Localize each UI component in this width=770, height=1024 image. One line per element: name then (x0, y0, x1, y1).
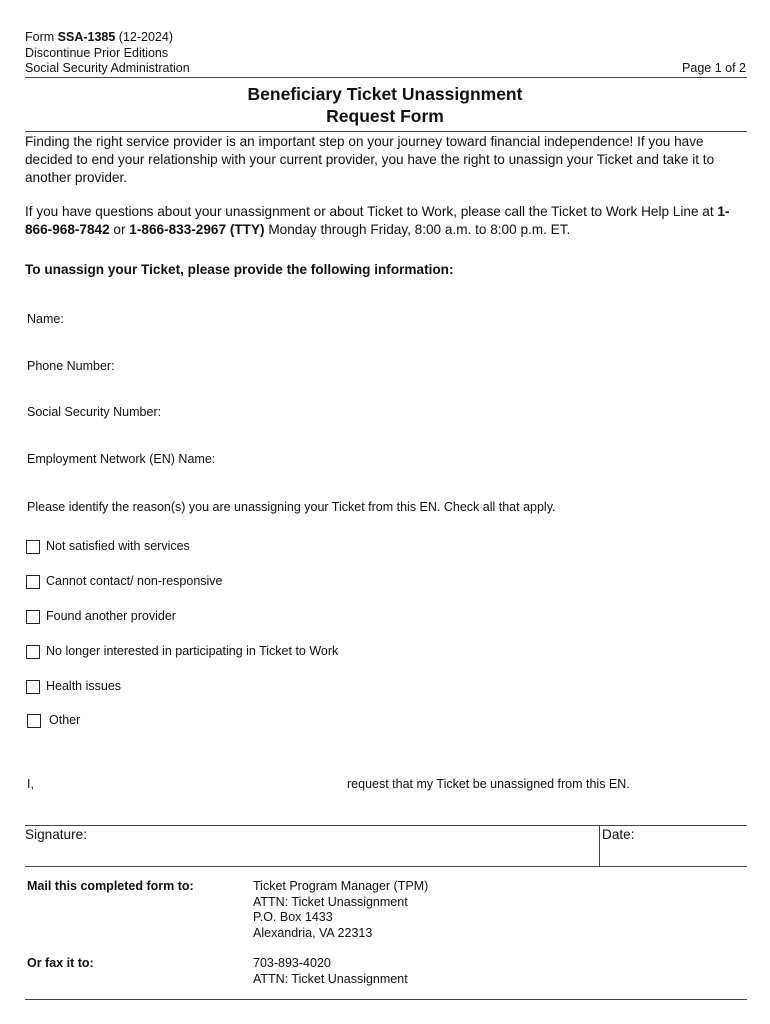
form-number: Form SSA-1385 (12-2024) (25, 30, 174, 44)
mail-label: Mail this completed form to: (27, 879, 194, 893)
en-name-label: Employment Network (EN) Name: (27, 452, 216, 466)
signature-bottom-rule (25, 866, 747, 867)
instruction-heading: To unassign your Ticket, please provide the following information: (25, 262, 454, 277)
signature-field[interactable] (25, 826, 599, 866)
fax-label: Or fax it to: (27, 956, 94, 970)
help-line-phone: 1-866-968-7842 (25, 204, 730, 237)
request-statement: request that my Ticket be unassigned from this EN. (347, 777, 630, 791)
name-label: Name: (27, 312, 64, 326)
date-label: Date: (602, 827, 635, 842)
mail-address: Ticket Program Manager (TPM) ATTN: Ticket Unassignment P.O. Box 1433 Alexandria, VA 22313 (253, 879, 429, 940)
fax-info: 703-893-4020 ATTN: Ticket Unassignment (253, 956, 408, 986)
header-divider (25, 77, 747, 78)
intro-paragraph: Finding the right service provider is an important step on your journey toward financial independence! If you have decided to end your relationship with your current provider, you have the right to unassign your Ticket and take it to another provider. (25, 134, 715, 185)
agency-name: Social Security Administration (25, 61, 190, 75)
signature-label: Signature: (25, 827, 87, 842)
reasons-prompt: Please identify the reason(s) you are unassigning your Ticket from this EN. Check all that apply. (27, 500, 556, 514)
ssn-label: Social Security Number: (27, 405, 162, 419)
help-paragraph: If you have questions about your unassignment or about Ticket to Work, please call the Ticket to Work Help Line at 1-866-968-7842 or 1-866-833-2967 (TTY) Monday through Friday, 8:00 a.m. to 8:00 p.m. ET. (25, 204, 730, 237)
reason-checkbox-no-longer-interested[interactable] (26, 645, 40, 659)
reason-label: Found another provider (46, 609, 176, 623)
reason-checkbox-found-another[interactable] (26, 610, 40, 624)
phone-label: Phone Number: (27, 359, 115, 373)
discontinue-note: Discontinue Prior Editions (25, 46, 169, 60)
reason-label: Other (49, 713, 81, 727)
reason-label: Health issues (46, 679, 122, 693)
reason-checkbox-not-satisfied[interactable] (26, 540, 40, 554)
reason-label: Not satisfied with services (46, 539, 190, 553)
reason-checkbox-health[interactable] (26, 680, 40, 694)
reason-label: No longer interested in participating in Ticket to Work (46, 644, 339, 658)
form-subtitle: Request Form (326, 106, 444, 126)
tty-phone: 1-866-833-2967 (TTY) (129, 222, 265, 237)
reason-checkbox-cannot-contact[interactable] (26, 575, 40, 589)
footer-rule (25, 999, 747, 1000)
date-field[interactable] (601, 826, 747, 866)
reason-checkbox-other[interactable] (27, 714, 41, 728)
reason-label: Cannot contact/ non-responsive (46, 574, 223, 588)
page-number: Page 1 of 2 (682, 61, 746, 75)
request-i: I, (27, 777, 34, 791)
form-title: Beneficiary Ticket Unassignment (247, 84, 523, 104)
